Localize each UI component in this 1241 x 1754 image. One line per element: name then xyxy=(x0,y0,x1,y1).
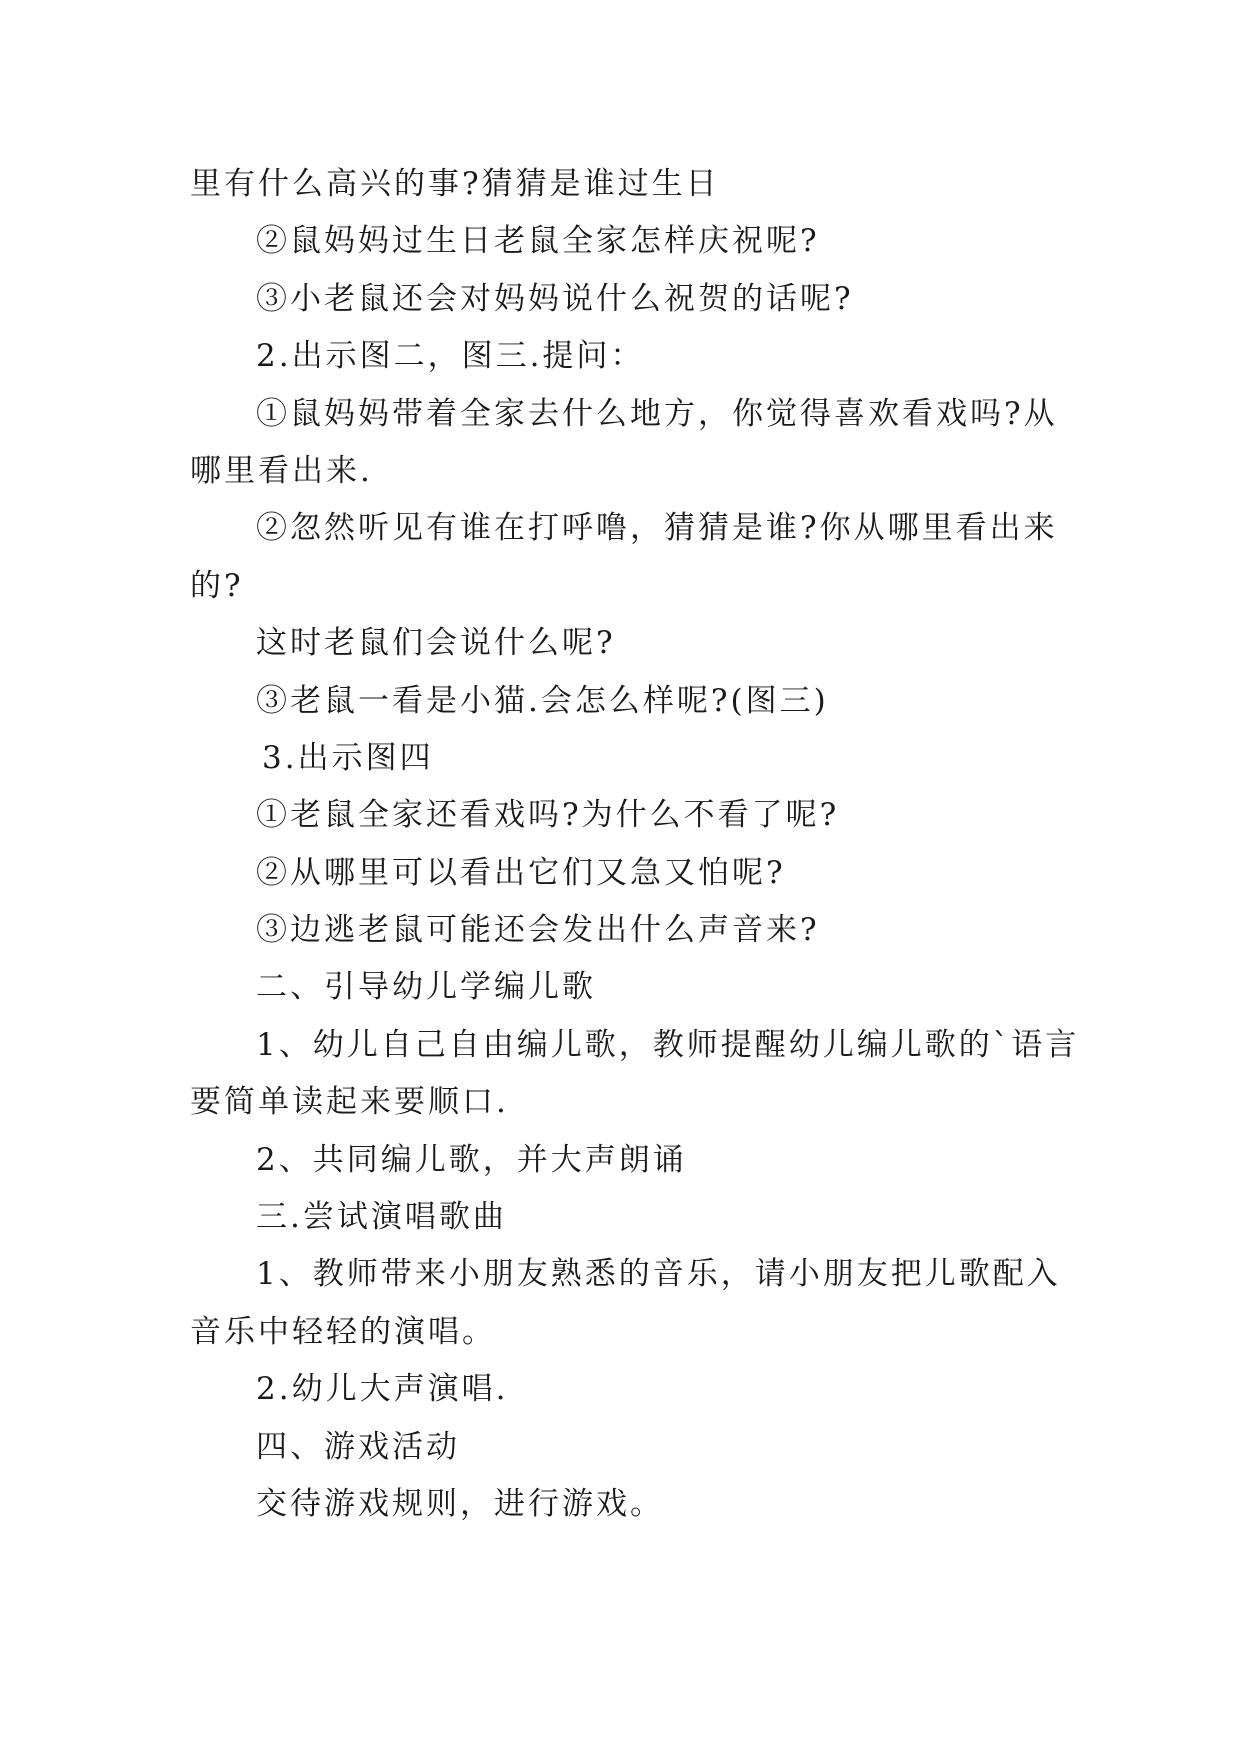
paragraph-line: ②鼠妈妈过生日老鼠全家怎样庆祝呢? xyxy=(256,223,820,260)
paragraph-line: ①鼠妈妈带着全家去什么地方，你觉得喜欢看戏吗?从 xyxy=(256,395,1058,432)
paragraph-line: 2.幼儿大声演唱. xyxy=(256,1371,509,1408)
paragraph-line: ②忽然听见有谁在打呼噜，猜猜是谁?你从哪里看出来 xyxy=(256,510,1058,547)
paragraph-line: 3.出示图四 xyxy=(262,739,434,776)
paragraph-line: 1、幼儿自己自由编儿歌，教师提醒幼儿编儿歌的`语言 xyxy=(256,1026,1080,1063)
document-body xyxy=(190,156,1080,1533)
paragraph-line: ②从哪里可以看出它们又急又怕呢? xyxy=(256,854,786,891)
paragraph-line: 要简单读起来要顺口. xyxy=(190,1084,509,1121)
section-heading: 四、游戏活动 xyxy=(256,1428,460,1465)
paragraph-line: 哪里看出来. xyxy=(190,452,373,489)
paragraph-line: ①老鼠全家还看戏吗?为什么不看了呢? xyxy=(256,797,840,834)
paragraph-line: 里有什么高兴的事?猜猜是谁过生日 xyxy=(190,166,720,202)
section-heading: 三.尝试演唱歌曲 xyxy=(256,1199,507,1236)
paragraph-line: 1、教师带来小朋友熟悉的音乐，请小朋友把儿歌配入 xyxy=(256,1256,1061,1293)
paragraph-line: 的? xyxy=(190,567,244,604)
paragraph-line: 2.出示图二，图三.提问： xyxy=(256,338,645,375)
paragraph-line: ③边逃老鼠可能还会发出什么声音来? xyxy=(256,912,820,949)
paragraph-line: 这时老鼠们会说什么呢? xyxy=(256,625,616,662)
paragraph-line: 交待游戏规则，进行游戏。 xyxy=(256,1485,664,1522)
paragraph-line: 音乐中轻轻的演唱。 xyxy=(190,1313,496,1350)
paragraph-line: ③小老鼠还会对妈妈说什么祝贺的话呢? xyxy=(256,280,854,317)
paragraph-line: 2、共同编儿歌，并大声朗诵 xyxy=(256,1141,687,1178)
paragraph-line: ③老鼠一看是小猫.会怎么样呢?(图三) xyxy=(256,682,829,719)
section-heading: 二、引导幼儿学编儿歌 xyxy=(256,969,596,1006)
